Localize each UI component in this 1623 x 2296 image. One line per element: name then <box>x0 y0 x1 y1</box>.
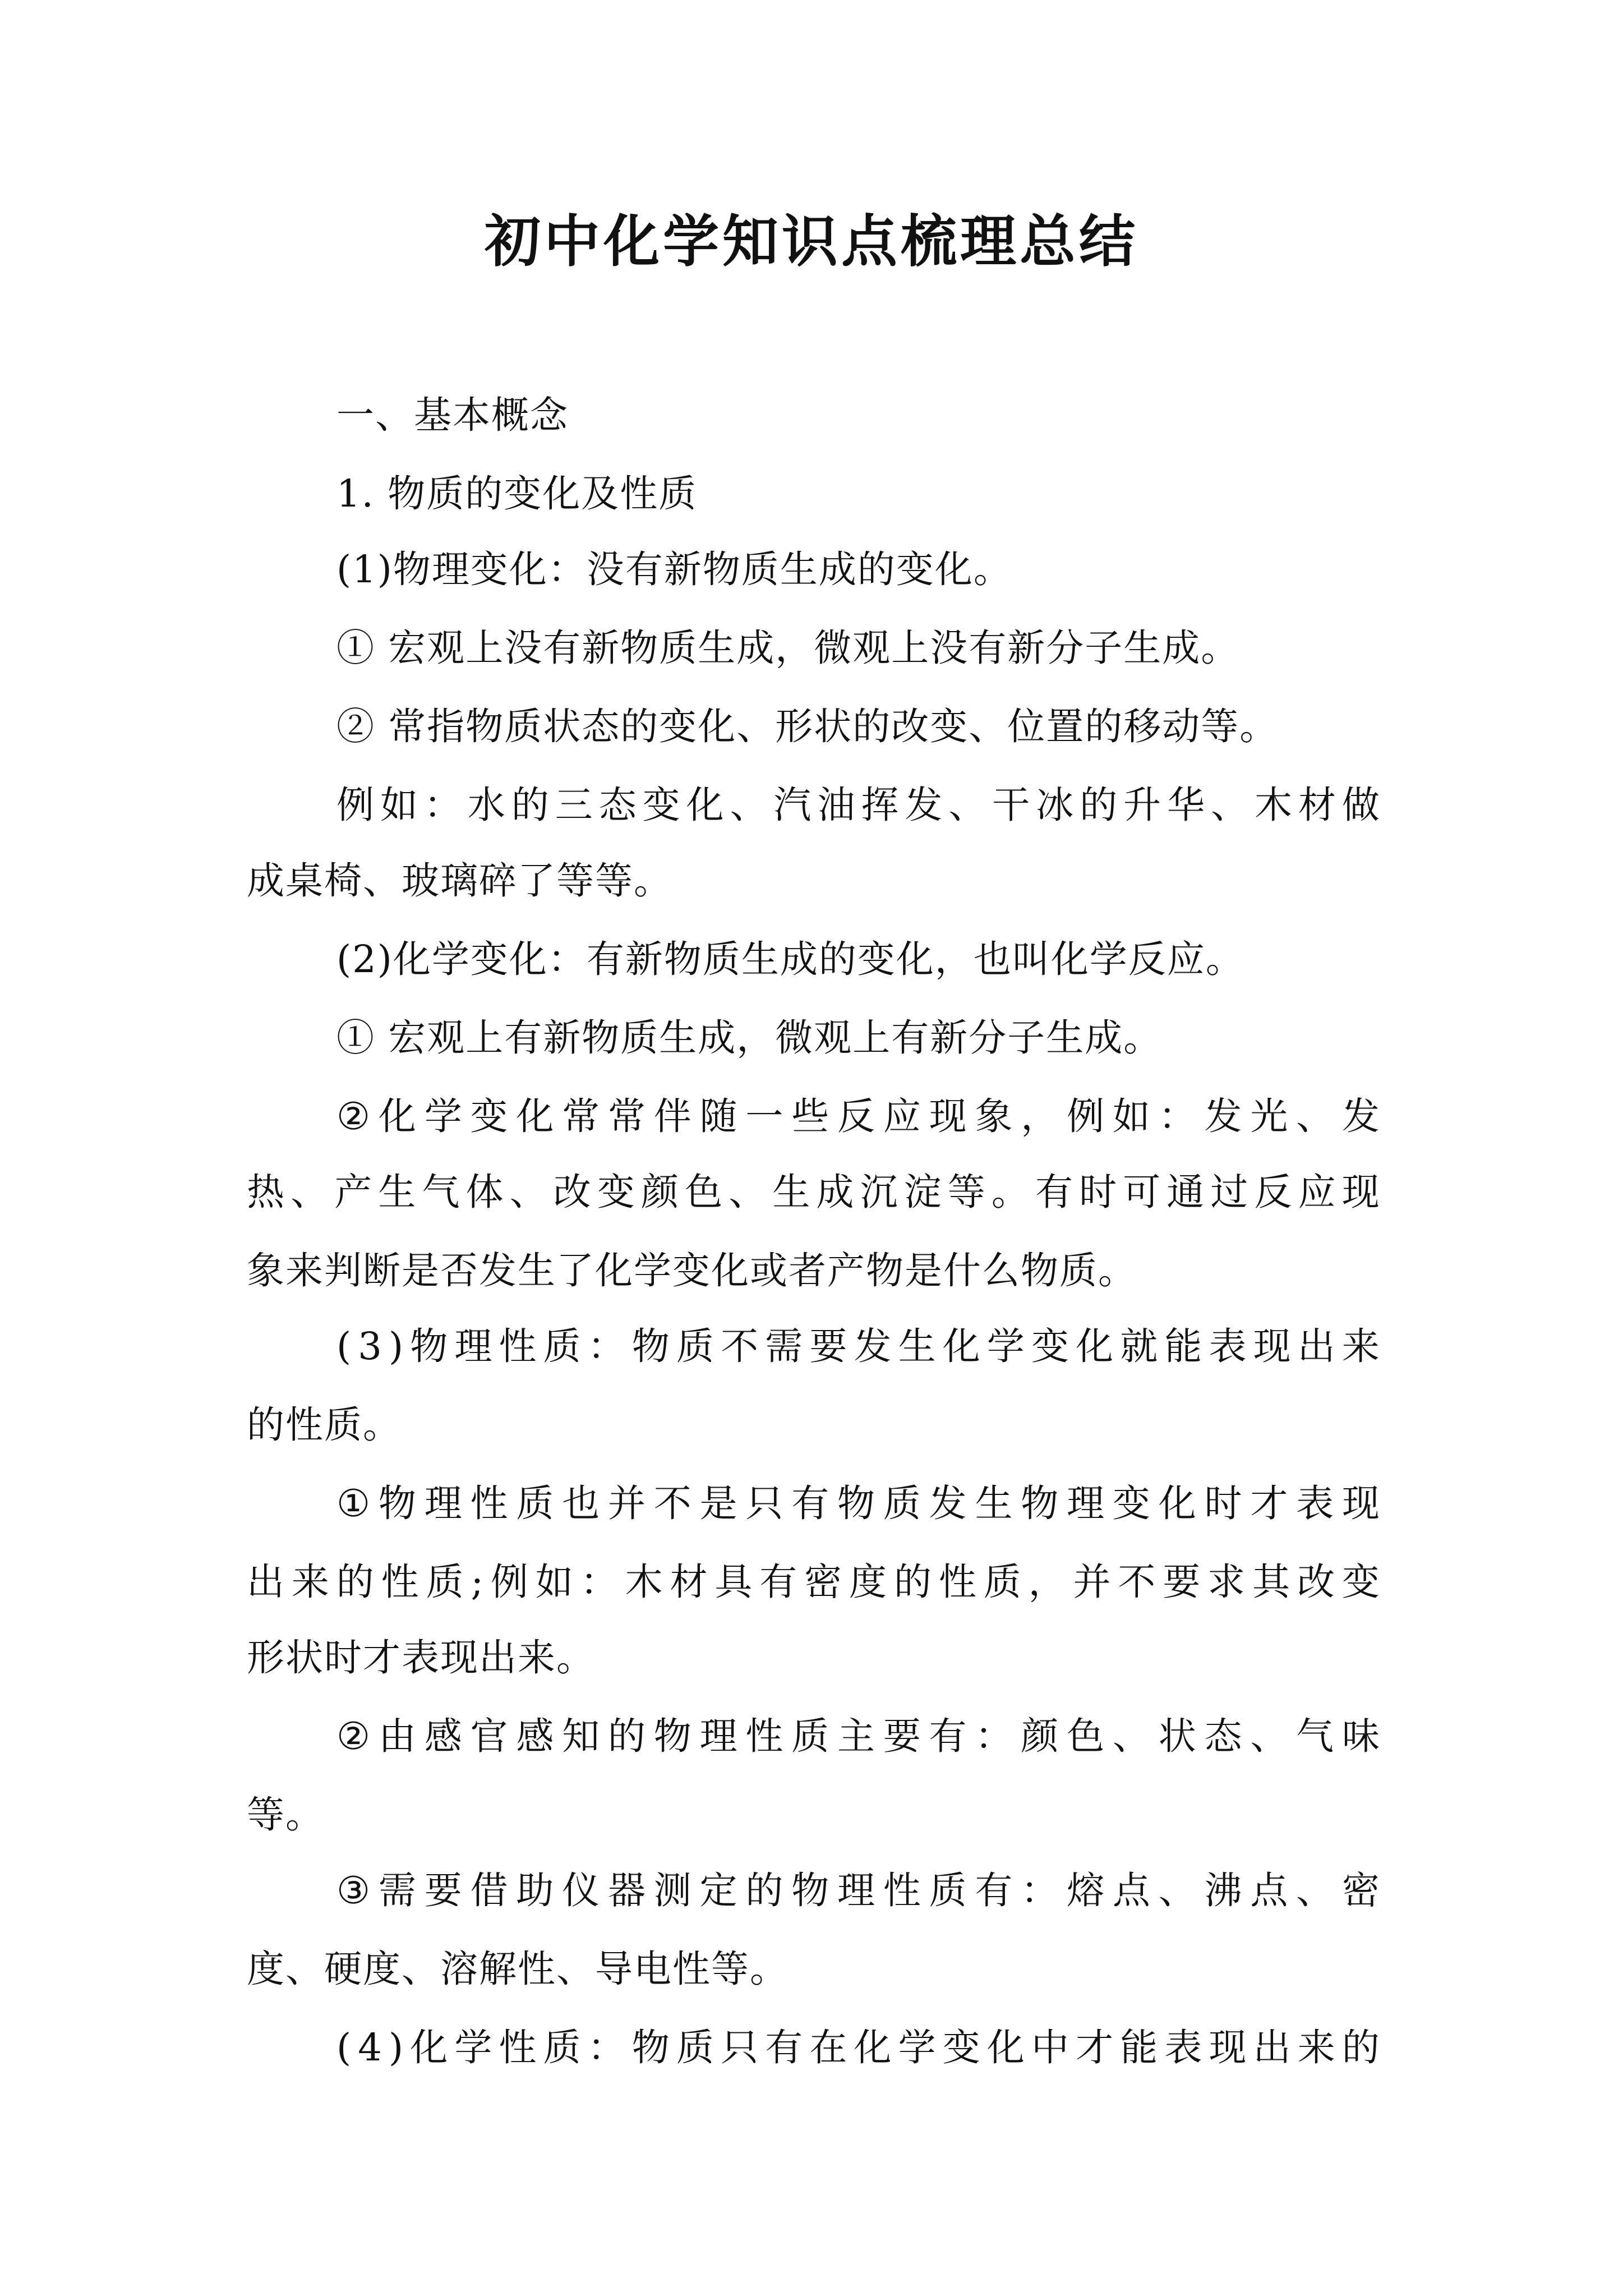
sub-heading: 1. 物质的变化及性质 <box>336 472 698 516</box>
section-heading: 一、基本概念 <box>336 393 569 437</box>
paragraph-line: ( 4 ) 化 学 性 质 ： 物 质 只 有 在 化 学 变 化 中 才 能 表 现 出 来 的 <box>336 2026 1380 2069</box>
list-item-line: 出 来 的 性 质 ; 例 如 ： 木 材 具 有 密 度 的 性 质 ， 并 不 要 求 其 改 变 <box>247 1560 1380 1604</box>
page-title: 初中化学知识点梳理总结 <box>485 208 1138 274</box>
list-item-line: 等。 <box>247 1793 324 1837</box>
paragraph-line: (2)化学变化：有新物质生成的变化，也叫化学反应。 <box>336 937 1244 981</box>
list-item-line: 度、硬度、溶解性、导电性等。 <box>247 1947 789 1991</box>
list-item-line: ① 物 理 性 质 也 并 不 是 只 有 物 质 发 生 物 理 变 化 时 才 表 现 <box>336 1481 1380 1525</box>
paragraph-line: 例 如 ： 水 的 三 态 变 化 、 汽 油 挥 发 、 干 冰 的 升 华 、 木 材 做 <box>336 783 1380 827</box>
list-item-line: 象来判断是否发生了化学变化或者产物是什么物质。 <box>247 1249 1137 1292</box>
paragraph-line: 的性质。 <box>247 1403 402 1447</box>
list-item-line: ③ 需 要 借 助 仪 器 测 定 的 物 理 性 质 有 ： 熔 点 、 沸 点 、 密 <box>336 1869 1380 1912</box>
list-item-line: ② 常指物质状态的变化、形状的改变、位置的移动等。 <box>336 705 1279 748</box>
paragraph-line: 成桌椅、玻璃碎了等等。 <box>247 859 672 903</box>
list-item-line: ① 宏观上有新物质生成，微观上有新分子生成。 <box>336 1016 1163 1060</box>
list-item-line: ① 宏观上没有新物质生成，微观上没有新分子生成。 <box>336 626 1240 670</box>
list-item-line: ② 化 学 变 化 常 常 伴 随 一 些 反 应 现 象 ， 例 如 ： 发 光 、 发 <box>336 1094 1380 1138</box>
list-item-line: ② 由 感 官 感 知 的 物 理 性 质 主 要 有 ： 颜 色 、 状 态 、 气 味 <box>336 1714 1380 1758</box>
list-item-line: 形状时才表现出来。 <box>247 1636 595 1680</box>
list-item-line: 热 、 产 生 气 体 、 改 变 颜 色 、 生 成 沉 淀 等 。 有 时 可 通 过 反 应 现 <box>247 1170 1380 1214</box>
paragraph-line: ( 3 ) 物 理 性 质 ： 物 质 不 需 要 发 生 化 学 变 化 就 能 表 现 出 来 <box>336 1324 1380 1368</box>
paragraph-line: (1)物理变化：没有新物质生成的变化。 <box>336 547 1012 591</box>
